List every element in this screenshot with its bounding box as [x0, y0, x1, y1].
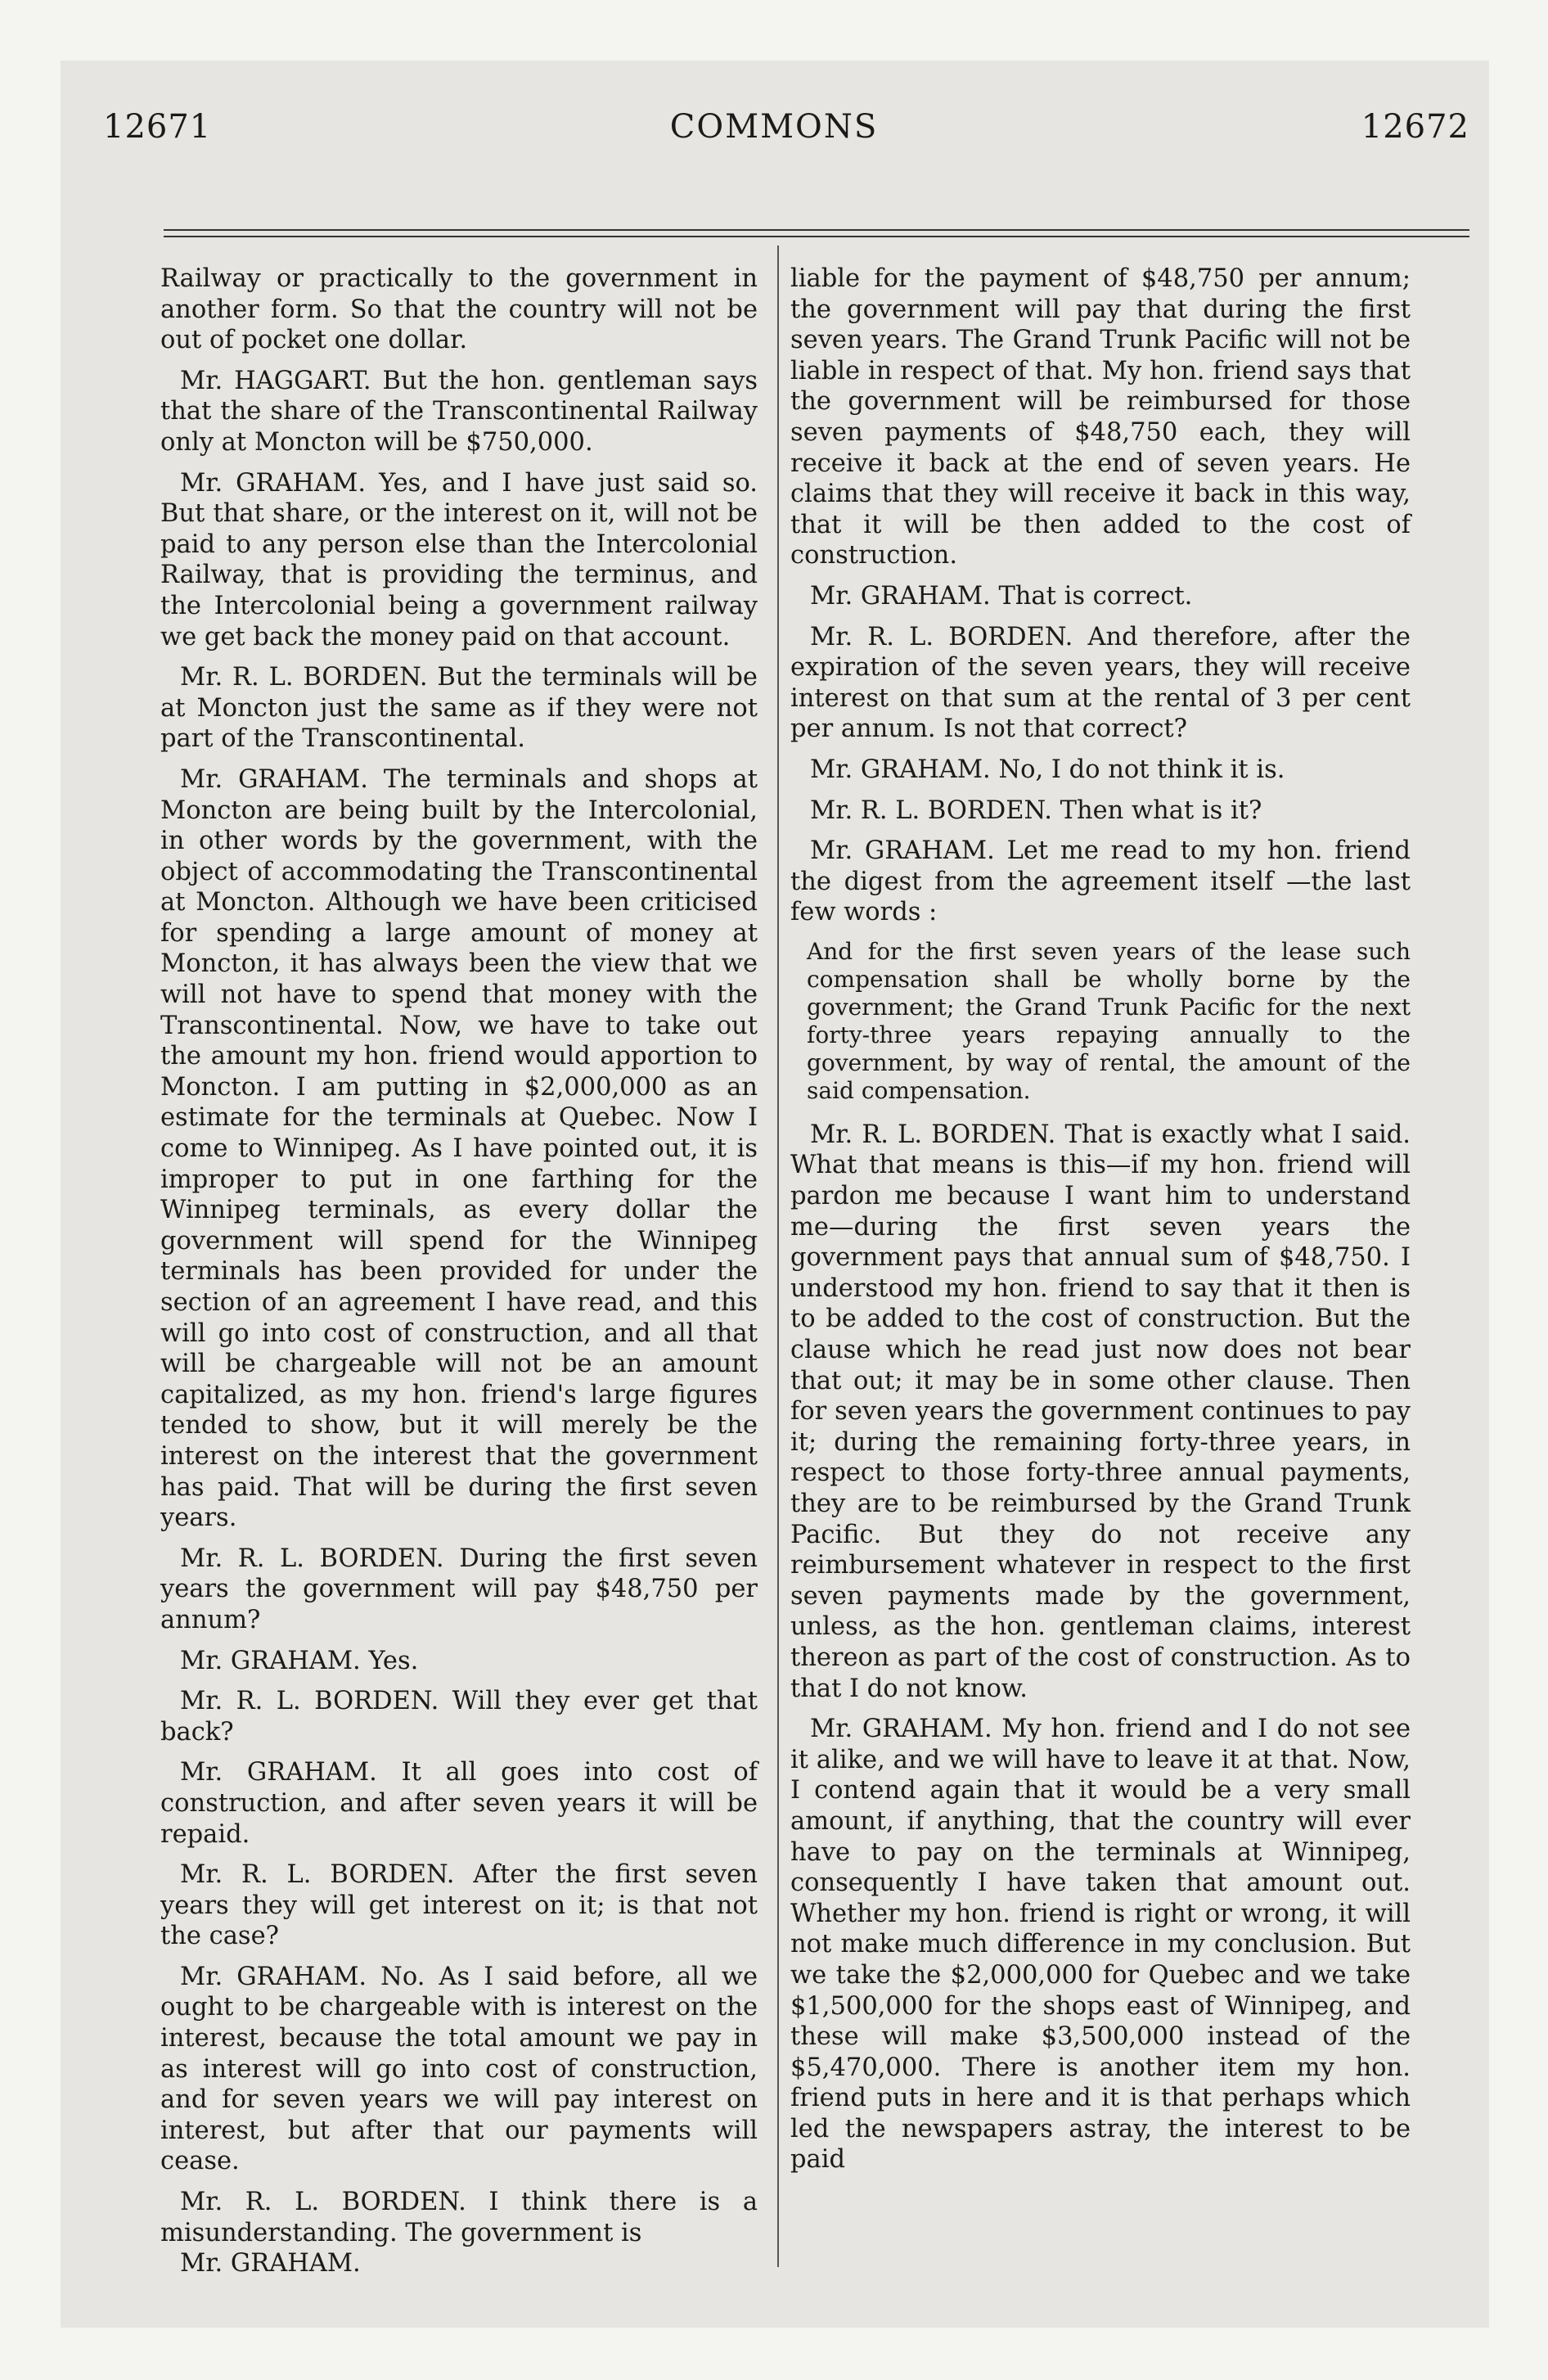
paragraph: Mr. GRAHAM. My hon. friend and I do not see it alike, and we will have to leave it at that. Now, I contend again that it would be a very small amount, if anything, that the country will ever have to pay on the terminals at Winnipeg, consequently I have taken that amount out. Whether my hon. friend is right or wrong, it will not make much difference in my conclusion. But we take the $2,000,000 for Quebec and we take $1,500,000 for the shops east of Winnipeg, and these will make $3,500,000 instead of the $5,470,000. There is another item my hon. friend puts in here and it is that perhaps which led the newspapers astray, the interest to be paid	[790, 1715, 1411, 2175]
block-quote: And for the first seven years of the lease such compensation shall be wholly borne by the government; the Grand Trunk Pacific for the next forty-three years repaying annually to the government, by way of rental, the amount of the said compensation.	[807, 937, 1411, 1104]
right-page-number: 12672	[1361, 108, 1469, 146]
paragraph: Mr. GRAHAM. Let me read to my hon. friend the digest from the agreement itself —the last few words :	[790, 836, 1411, 927]
paragraph: Mr. GRAHAM. The terminals and shops at Moncton are being built by the Intercolonial, in other words by the government, with the object of accommodating the Transcontinental at Moncton. Although we have been criticised for spending a large amount of money at Moncton, it has always been the view that we will not have to spend that money with the Transcontinental. Now, we have to take out the amount my hon. friend would apportion to Moncton. I am putting in $2,000,000 as an estimate for the terminals at Quebec. Now I come to Winnipeg. As I have pointed out, it is improper to put in one farthing for the Winnipeg terminals, as every dollar the government will spend for the Winnipeg terminals has been provided for under the section of an agreement I have read, and this will go into cost of construction, and all that will be chargeable will not be an amount capitalized, as my hon. friend's large figures tended to show, but it will merely be the interest on the interest that the government has paid. That will be during the first seven years.	[160, 764, 758, 1533]
paragraph: Mr. GRAHAM. No. As I said before, all we ought to be chargeable with is interest on the interest, because the total amount we pay in as interest will go into cost of construction, and for seven years we will pay interest on interest, but after that our payments will cease.	[160, 1962, 758, 2176]
header-rule-bottom	[164, 236, 1469, 237]
paragraph: Mr. R. L. BORDEN. I think there is a misunderstanding. The government is	[160, 2188, 758, 2247]
paragraph: Mr. R. L. BORDEN. But the terminals will be at Moncton just the same as if they were not part of the Transcontinental.	[160, 663, 758, 754]
paragraph: Mr. R. L. BORDEN. That is exactly what I said. What that means is this—if my hon. friend will pardon me because I want him to understand me—during the first seven years the government pays that annual sum of $48,750. I understood my hon. friend to say that it then is to be added to the cost of construction. But the clause which he read just now does not bear that out; it may be in some other clause. Then for seven years the government continues to pay it; during the remaining forty-three years, in respect to those forty-three annual payments, they are to be reimbursed by the Grand Trunk Pacific. But they do not receive any reimbursement whatever in respect to the first seven payments made by the government, unless, as the hon. gentleman claims, interest thereon as part of the cost of construction. As to that I do not know.	[790, 1120, 1411, 1703]
paragraph: Mr. R. L. BORDEN. And therefore, after the expiration of the seven years, they will receive interest on that sum at the rental of 3 per cent per annum. Is not that correct?	[790, 622, 1411, 744]
paragraph: Mr. GRAHAM. Yes, and I have just said so. But that share, or the interest on it, will not be paid to any person else than the Intercolonial Railway, that is providing the terminus, and the Intercolonial being a government railway we get back the money paid on that account.	[160, 468, 758, 651]
paragraph: Railway or practically to the government in another form. So that the country will not be out of pocket one dollar.	[160, 264, 758, 355]
column-divider	[777, 246, 779, 2267]
left-column	[160, 264, 758, 2289]
paragraph: liable for the payment of $48,750 per annum; the government will pay that during the first seven years. The Grand Trunk Pacific will not be liable in respect of that. My hon. friend says that the government will be reimbursed for those seven payments of $48,750 each, they will receive it back at the end of seven years. He claims that they will receive it back in this way, that it will be then added to the cost of construction.	[790, 264, 1411, 570]
left-page-number: 12671	[103, 108, 212, 146]
paragraph: Mr. R. L. BORDEN. Will they ever get that back?	[160, 1687, 758, 1747]
paragraph: Mr. GRAHAM. It all goes into cost of construction, and after seven years it will be repaid.	[160, 1758, 758, 1849]
paragraph: Mr. GRAHAM. Yes.	[180, 1646, 419, 1675]
paragraph: Mr. R. L. BORDEN. Then what is it?	[810, 796, 1262, 825]
speaker-line: Mr. GRAHAM.	[180, 2249, 361, 2279]
paragraph: Mr. R. L. BORDEN. After the first seven years they will get interest on it; is that not the case?	[160, 1860, 758, 1951]
header-rule-top	[164, 229, 1469, 231]
paragraph: Mr. GRAHAM. That is correct.	[810, 581, 1193, 611]
paragraph: Mr. HAGGART. But the hon. gentleman says that the share of the Transcontinental Railway only at Moncton will be $750,000.	[160, 366, 758, 457]
paragraph: Mr. GRAHAM. No, I do not think it is.	[810, 755, 1285, 784]
page-title: COMMONS	[669, 108, 879, 146]
paragraph: Mr. R. L. BORDEN. During the first seven years the government will pay $48,750 per annum?	[160, 1544, 758, 1634]
right-column	[790, 264, 1411, 2185]
